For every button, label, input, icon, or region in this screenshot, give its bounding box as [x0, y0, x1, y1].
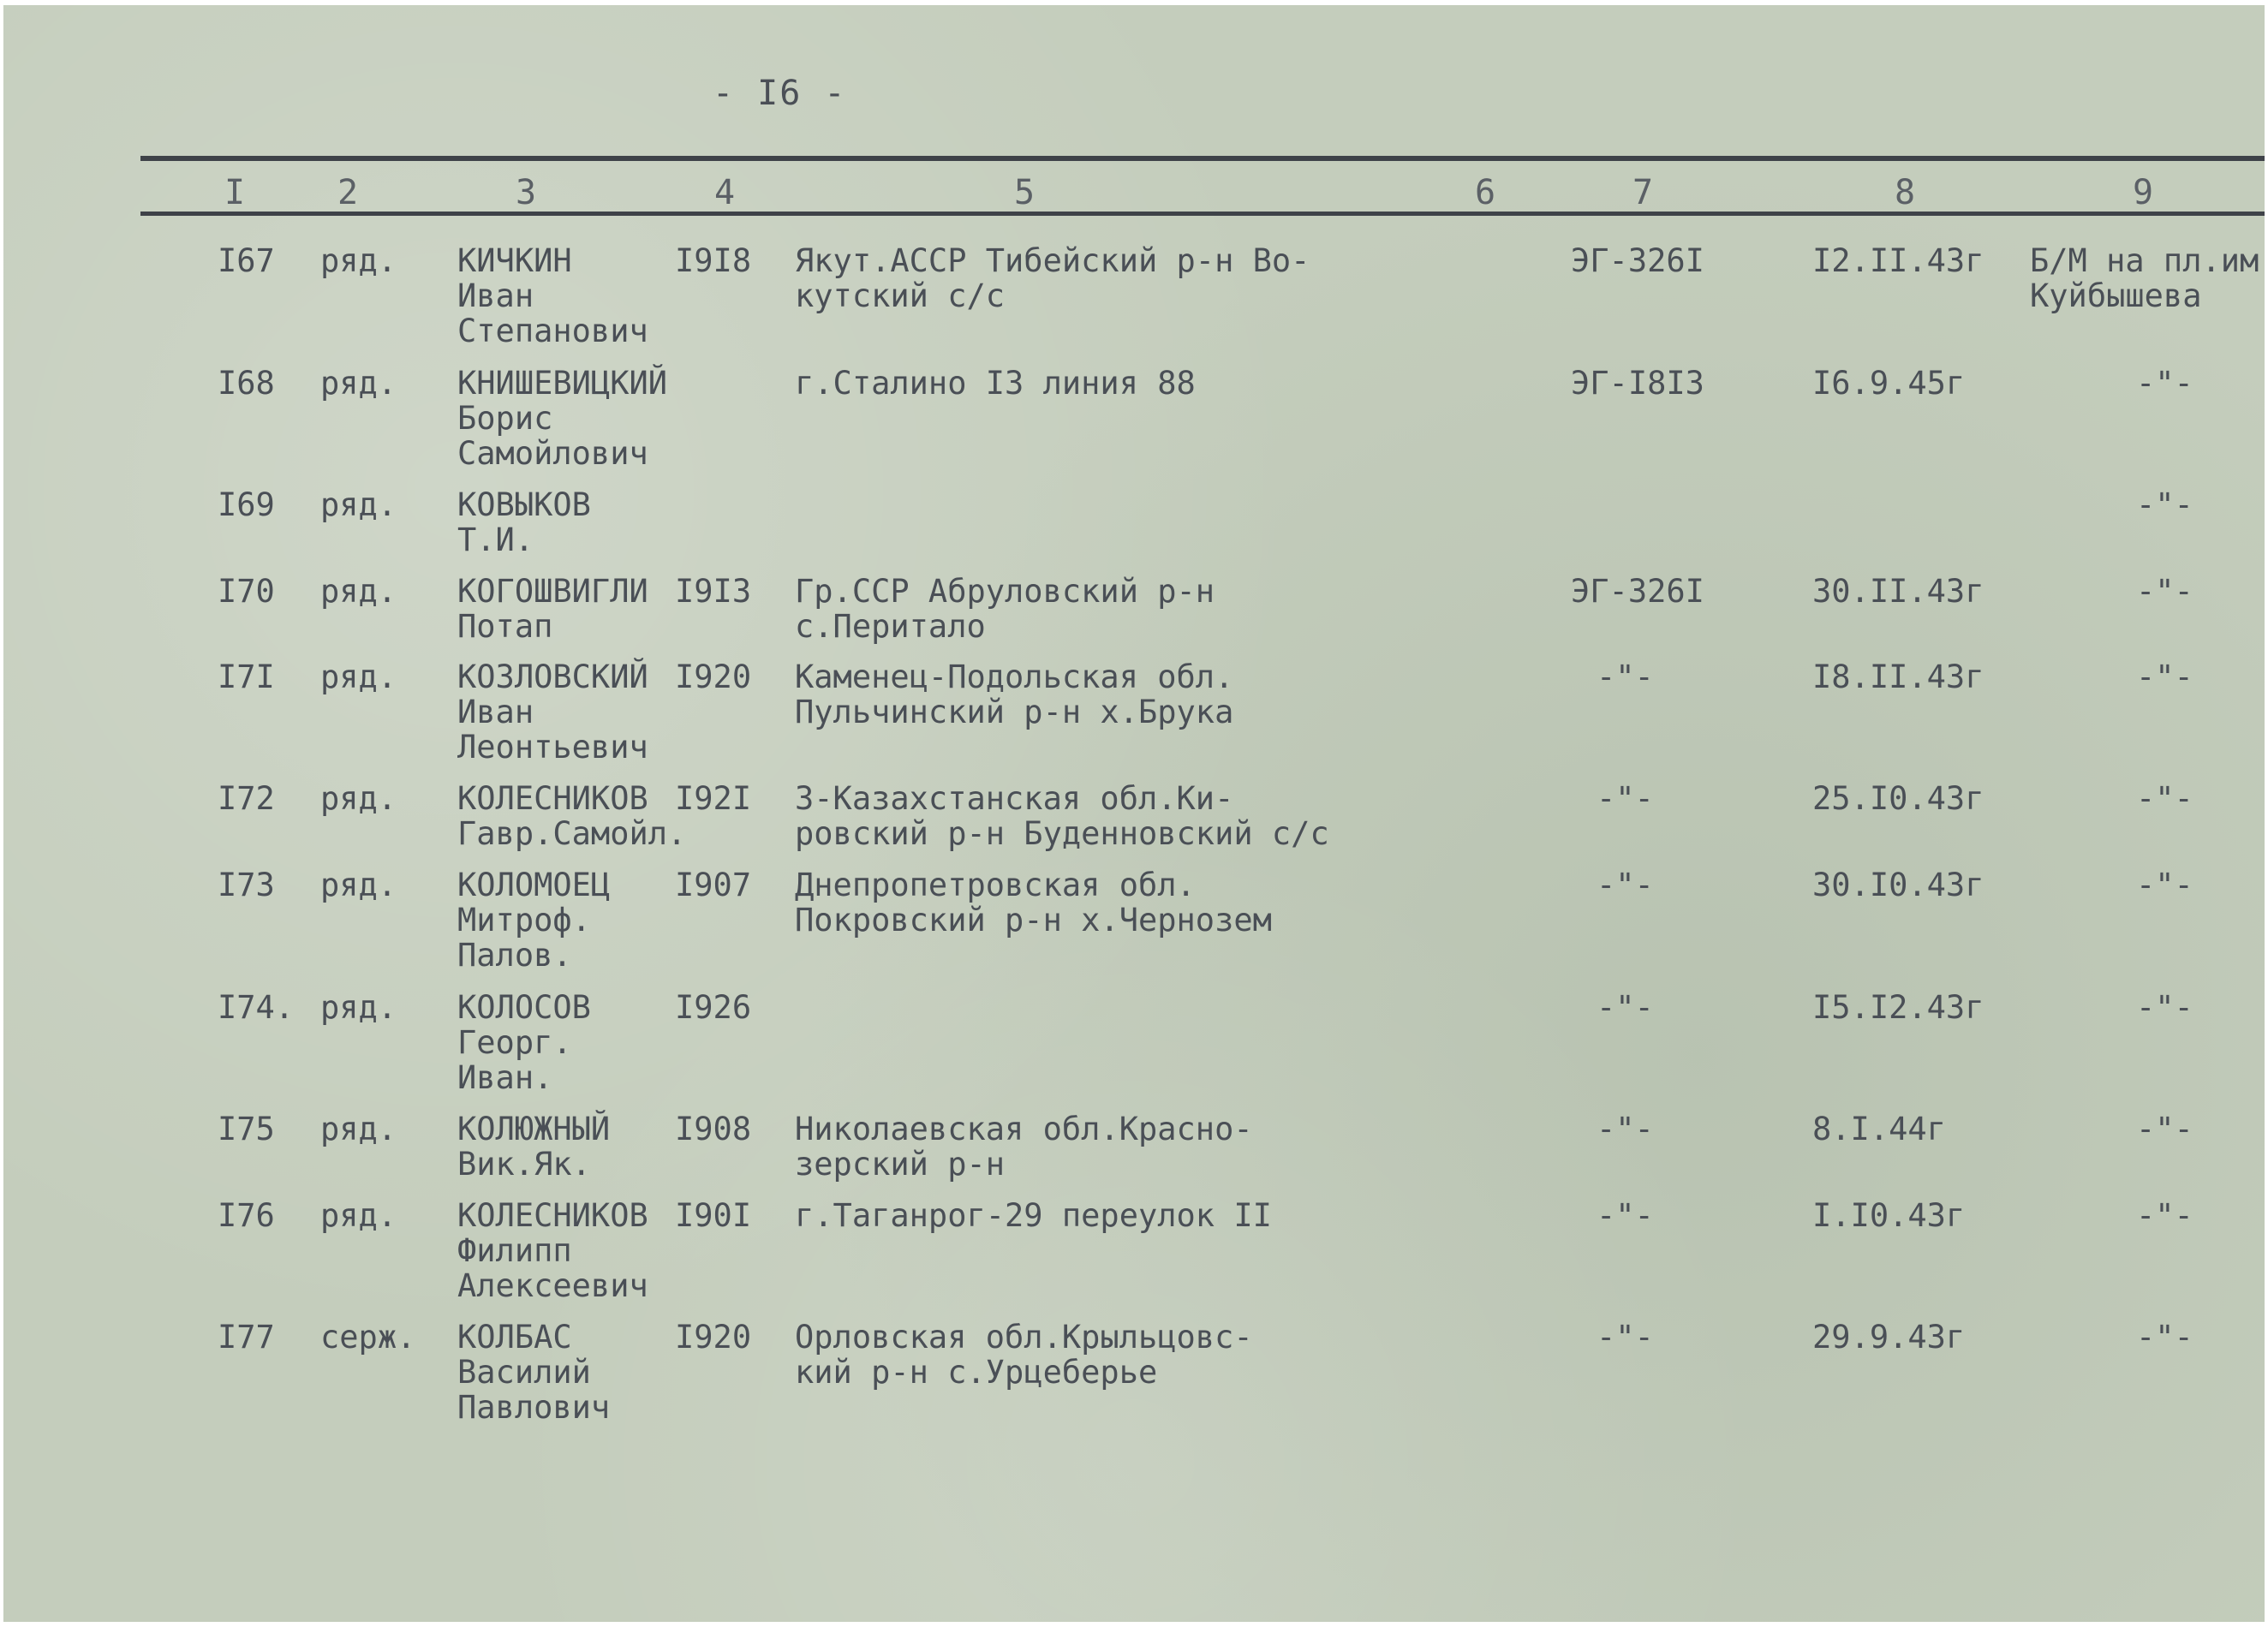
- initials: Т.И.: [457, 521, 534, 558]
- rank: ряд.: [320, 1197, 397, 1234]
- address: [795, 1111, 1253, 1182]
- column-header-5: 5: [1014, 173, 1036, 212]
- birth-year: I908: [675, 1111, 752, 1147]
- row-number: I7I: [218, 659, 275, 695]
- burial-line: -"-: [2136, 867, 2193, 903]
- full-name: [457, 990, 591, 1095]
- date: I2.II.43г: [1812, 242, 1984, 279]
- column-header-2: 2: [337, 173, 359, 212]
- document-number: ЭГ-I8I3: [1571, 365, 1704, 402]
- address-line: Днепропетровская обл.: [795, 867, 1196, 903]
- date: I6.9.45г: [1812, 365, 1966, 402]
- date: 29.9.43г: [1812, 1319, 1966, 1356]
- burial-place: [2136, 1320, 2193, 1355]
- burial-place: [2136, 867, 2193, 903]
- address-line: г.Сталино I3 линия 88: [795, 365, 1196, 402]
- burial-place: [2136, 1111, 2193, 1147]
- table-top-rule: [140, 156, 2265, 161]
- burial-line: -"-: [2136, 573, 2193, 610]
- address-line: Каменец-Подольская обл.: [795, 659, 1234, 695]
- address-line: Орловская обл.Крыльцовс-: [795, 1319, 1253, 1356]
- rank: ряд.: [320, 659, 397, 695]
- burial-line: -"-: [2136, 365, 2193, 402]
- surname: КОЛОМОЕЦ: [457, 867, 611, 903]
- burial-place: [2030, 243, 2259, 313]
- birth-year: I926: [675, 989, 752, 1026]
- rank: ряд.: [320, 1111, 397, 1147]
- patronymic: Степанович: [457, 313, 648, 349]
- birth-year: I90I: [675, 1197, 752, 1234]
- first-name: Борис: [457, 400, 553, 437]
- date: 30.I0.43г: [1812, 867, 1984, 903]
- patronymic: Леонтьевич: [457, 729, 648, 766]
- first-name: Василий: [457, 1354, 591, 1391]
- document-number: ЭГ-326I: [1571, 573, 1704, 610]
- address: [795, 574, 1215, 644]
- first-name: Иван: [457, 694, 534, 730]
- document-number: -"-: [1597, 659, 1654, 695]
- address-line: Николаевская обл.Красно-: [795, 1111, 1253, 1147]
- burial-line: -"-: [2136, 486, 2193, 523]
- full-name: [457, 366, 667, 471]
- address-line: Пульчинский р-н х.Брука: [795, 694, 1234, 730]
- rank: ряд.: [320, 989, 397, 1026]
- document-number: -"-: [1597, 780, 1654, 817]
- full-name: [457, 487, 591, 557]
- date: I5.I2.43г: [1812, 989, 1984, 1026]
- document-number: -"-: [1597, 1111, 1654, 1147]
- row-number: I72: [218, 780, 275, 817]
- birth-year: I92I: [675, 780, 752, 817]
- address-line: Покровский р-н х.Чернозем: [795, 902, 1272, 939]
- surname: КОЛОСОВ: [457, 989, 591, 1026]
- surname: КОЛБАС: [457, 1319, 572, 1356]
- surname: КОЗЛОВСКИЙ: [457, 659, 648, 695]
- rank: серж.: [320, 1319, 416, 1356]
- address-line: Якут.АССР Тибейский р-н Во-: [795, 242, 1310, 279]
- column-header-7: 7: [1632, 173, 1654, 212]
- row-number: I68: [218, 365, 275, 402]
- burial-line: -"-: [2136, 1319, 2193, 1356]
- date: 8.I.44г: [1812, 1111, 1946, 1147]
- address-line: кутский с/с: [795, 277, 1006, 314]
- burial-place: [2136, 366, 2193, 401]
- surname: КОЛЕСНИКОВ: [457, 1197, 648, 1234]
- document-number: -"-: [1597, 867, 1654, 903]
- date: 30.II.43г: [1812, 573, 1984, 610]
- rank: ряд.: [320, 867, 397, 903]
- column-header-1: I: [224, 173, 246, 212]
- row-number: I75: [218, 1111, 275, 1147]
- address-line: ровский р-н Буденновский с/с: [795, 815, 1329, 852]
- column-header-6: 6: [1475, 173, 1496, 212]
- full-name: [457, 781, 686, 851]
- full-name: [457, 243, 648, 349]
- rank: ряд.: [320, 573, 397, 610]
- surname: КОЛЮЖНЫЙ: [457, 1111, 611, 1147]
- surname: КОЛЕСНИКОВ: [457, 780, 648, 817]
- page-number: - I6 -: [713, 74, 847, 113]
- burial-place: [2136, 659, 2193, 694]
- date: I.I0.43г: [1812, 1197, 1966, 1234]
- burial-line: Б/М на пл.им: [2030, 242, 2259, 279]
- address: [795, 366, 1196, 401]
- burial-line: -"-: [2136, 1111, 2193, 1147]
- address: [795, 1198, 1272, 1233]
- burial-line: -"-: [2136, 780, 2193, 817]
- full-name: [457, 1320, 610, 1425]
- address-line: кий р-н с.Урцеберье: [795, 1354, 1158, 1391]
- surname: КИЧКИН: [457, 242, 572, 279]
- rank: ряд.: [320, 780, 397, 817]
- first-name: Митроф.: [457, 902, 591, 939]
- birth-year: I907: [675, 867, 752, 903]
- address: [795, 1320, 1253, 1390]
- address-line: с.Перитало: [795, 608, 986, 645]
- burial-line: Куйбышева: [2030, 277, 2202, 314]
- burial-place: [2136, 1198, 2193, 1233]
- address: [795, 867, 1272, 938]
- column-header-8: 8: [1895, 173, 1916, 212]
- row-number: I76: [218, 1197, 275, 1234]
- document-sheet: [3, 5, 2265, 1622]
- birth-year: I920: [675, 659, 752, 695]
- burial-place: [2136, 487, 2193, 522]
- rank: ряд.: [320, 242, 397, 279]
- burial-place: [2136, 781, 2193, 816]
- table-header-rule: [140, 212, 2265, 216]
- rank: ряд.: [320, 365, 397, 402]
- full-name: [457, 1111, 610, 1182]
- patronymic: Иван.: [457, 1059, 553, 1096]
- birth-year: I9I8: [675, 242, 752, 279]
- first-name: Филипп: [457, 1232, 572, 1269]
- burial-line: -"-: [2136, 989, 2193, 1026]
- first-name: Георг.: [457, 1024, 572, 1061]
- patronymic: Алексеевич: [457, 1267, 648, 1304]
- patronymic: Павлович: [457, 1389, 611, 1426]
- column-header-9: 9: [2133, 173, 2154, 212]
- row-number: I67: [218, 242, 275, 279]
- address: [795, 781, 1329, 851]
- burial-place: [2136, 990, 2193, 1025]
- address-line: Гр.ССР Абруловский р-н: [795, 573, 1215, 610]
- document-number: ЭГ-326I: [1571, 242, 1704, 279]
- surname: КНИШЕВИЦКИЙ: [457, 365, 668, 402]
- burial-line: -"-: [2136, 1197, 2193, 1234]
- document-number: -"-: [1597, 1319, 1654, 1356]
- address: [795, 659, 1233, 730]
- address-line: зерский р-н: [795, 1146, 1006, 1183]
- row-number: I69: [218, 486, 275, 523]
- birth-year: I920: [675, 1319, 752, 1356]
- document-number: -"-: [1597, 1197, 1654, 1234]
- first-name: Иван: [457, 277, 534, 314]
- address-line: З-Казахстанская обл.Ки-: [795, 780, 1234, 817]
- date: I8.II.43г: [1812, 659, 1984, 695]
- full-name: [457, 574, 648, 644]
- row-number: I70: [218, 573, 275, 610]
- first-name: Потап: [457, 608, 553, 645]
- birth-year: I9I3: [675, 573, 752, 610]
- date: 25.I0.43г: [1812, 780, 1984, 817]
- patronymic: Палов.: [457, 937, 572, 974]
- patronymic: Самойлович: [457, 435, 648, 472]
- column-header-4: 4: [714, 173, 736, 212]
- address: [795, 243, 1310, 313]
- full-name: [457, 659, 648, 765]
- column-header-3: 3: [516, 173, 537, 212]
- burial-place: [2136, 574, 2193, 609]
- row-number: I74.: [218, 989, 295, 1026]
- surname: КОВЫКОВ: [457, 486, 591, 523]
- surname: КОГОШВИГЛИ: [457, 573, 648, 610]
- full-name: [457, 867, 610, 973]
- row-number: I77: [218, 1319, 275, 1356]
- first-name: Гавр.Самойл.: [457, 815, 687, 852]
- address-line: г.Таганрог-29 переулок II: [795, 1197, 1272, 1234]
- rank: ряд.: [320, 486, 397, 523]
- document-number: -"-: [1597, 989, 1654, 1026]
- row-number: I73: [218, 867, 275, 903]
- burial-line: -"-: [2136, 659, 2193, 695]
- full-name: [457, 1198, 648, 1303]
- first-name: Вик.Як.: [457, 1146, 591, 1183]
